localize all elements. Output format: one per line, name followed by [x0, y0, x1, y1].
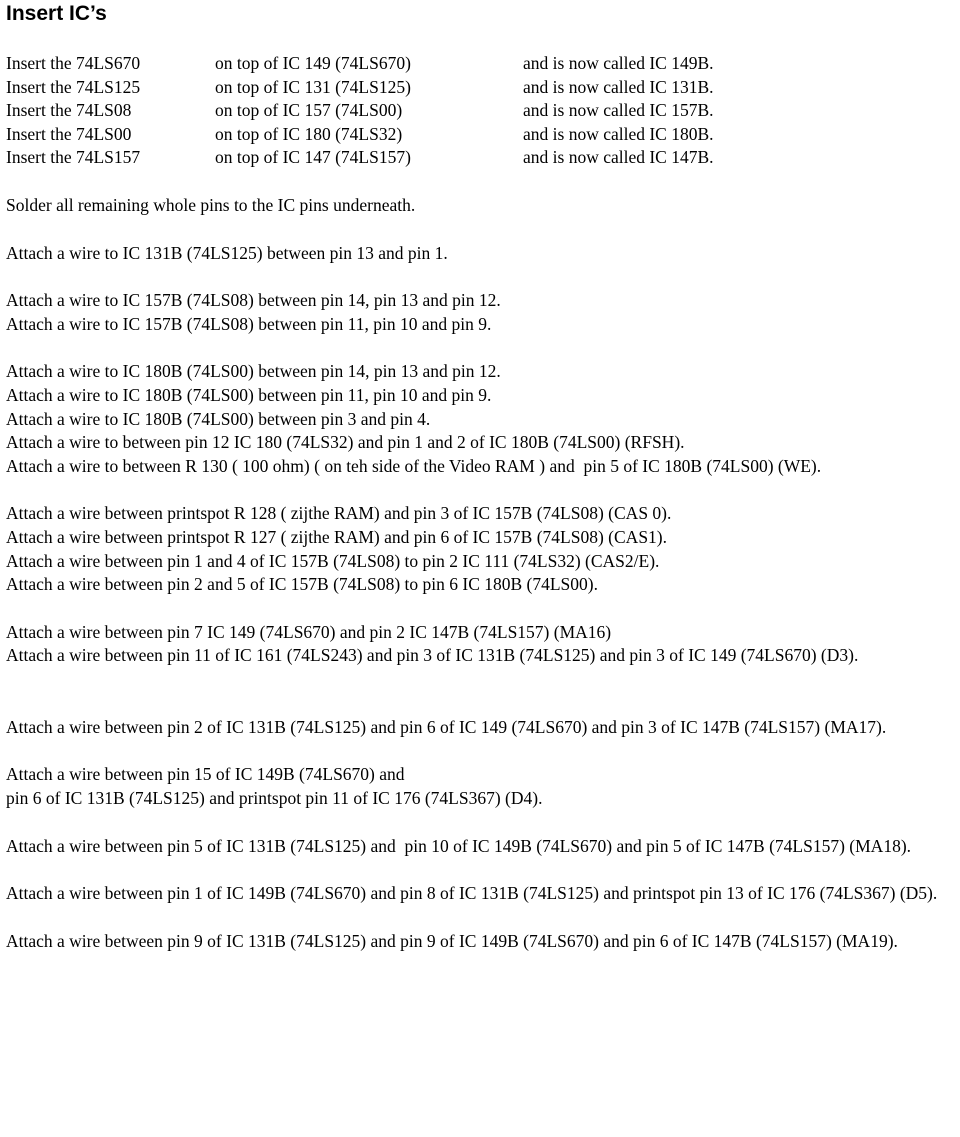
insert-location: on top of IC 180 (74LS32) [215, 123, 403, 144]
wire-instruction: Attach a wire between printspot R 128 ( zijthe RAM) and pin 3 of IC 157B (74LS08) (CAS 0). [6, 503, 672, 524]
wire-instruction: Attach a wire to IC 131B (74LS125) between pin 13 and pin 1. [6, 242, 448, 263]
wire-instruction: Attach a wire between pin 15 of IC 149B (74LS670) and [6, 764, 405, 785]
insert-location: on top of IC 157 (74LS00) [215, 100, 403, 121]
insert-row [6, 99, 714, 123]
insert-row [6, 76, 714, 100]
wire-instruction: Attach a wire to IC 180B (74LS00) between pin 14, pin 13 and pin 12. [6, 361, 501, 382]
wire-instruction: Attach a wire between pin 9 of IC 131B (74LS125) and pin 9 of IC 149B (74LS670) and pin 6 of IC 147B (74LS157) (MA19). [6, 930, 898, 951]
wire-instruction: Attach a wire between pin 1 of IC 149B (74LS670) and pin 8 of IC 131B (74LS125) and printspot pin 13 of IC 176 (74LS367) (D5). [6, 883, 938, 904]
insert-result: and is now called IC 131B. [523, 76, 714, 97]
insert-row [6, 52, 714, 76]
insert-result: and is now called IC 157B. [523, 100, 714, 121]
wire-instruction: Attach a wire to between R 130 ( 100 ohm) ( on teh side of the Video RAM ) and pin 5 of IC 180B (74LS00) (WE). [6, 455, 822, 476]
insert-table [6, 52, 714, 170]
insert-result: and is now called IC 147B. [523, 147, 714, 168]
wire-instruction: Attach a wire to IC 157B (74LS08) between pin 14, pin 13 and pin 12. [6, 290, 501, 311]
wire-instruction: Attach a wire between pin 7 IC 149 (74LS670) and pin 2 IC 147B (74LS157) (MA16) [6, 621, 612, 642]
insert-result: and is now called IC 180B. [523, 123, 714, 144]
insert-chip: Insert the 74LS157 [6, 147, 141, 168]
insert-chip: Insert the 74LS125 [6, 76, 141, 97]
wire-instruction: Attach a wire to IC 180B (74LS00) between pin 11, pin 10 and pin 9. [6, 384, 492, 405]
insert-location: on top of IC 149 (74LS670) [215, 53, 411, 73]
insert-chip: Insert the 74LS670 [6, 53, 141, 73]
insert-location: on top of IC 147 (74LS157) [215, 147, 411, 168]
wire-instruction: Attach a wire between printspot R 127 ( zijthe RAM) and pin 6 of IC 157B (74LS08) (CAS1). [6, 526, 668, 547]
solder-instruction: Solder all remaining whole pins to the IC pins underneath. [6, 194, 416, 215]
wire-instruction: pin 6 of IC 131B (74LS125) and printspot pin 11 of IC 176 (74LS367) (D4). [6, 788, 543, 809]
insert-row [6, 123, 714, 147]
wire-instruction: Attach a wire to between pin 12 IC 180 (74LS32) and pin 1 and 2 of IC 180B (74LS00) (RFSH). [6, 432, 685, 453]
insert-chip: Insert the 74LS00 [6, 123, 132, 144]
insert-location: on top of IC 131 (74LS125) [215, 76, 411, 97]
wire-instruction: Attach a wire between pin 2 and 5 of IC 157B (74LS08) to pin 6 IC 180B (74LS00). [6, 574, 598, 595]
wire-instruction: Attach a wire between pin 11 of IC 161 (74LS243) and pin 3 of IC 131B (74LS125) and pin 3 of IC 149 (74LS670) (D3). [6, 645, 859, 666]
insert-row [6, 146, 714, 170]
document-page [6, 0, 958, 953]
wire-instruction: Attach a wire to IC 157B (74LS08) between pin 11, pin 10 and pin 9. [6, 313, 492, 334]
wire-instruction: Attach a wire between pin 5 of IC 131B (74LS125) and pin 10 of IC 149B (74LS670) and pin 5 of IC 147B (74LS157) (MA18). [6, 835, 912, 856]
wire-instruction: Attach a wire to IC 180B (74LS00) between pin 3 and pin 4. [6, 408, 431, 429]
wire-instruction: Attach a wire between pin 2 of IC 131B (74LS125) and pin 6 of IC 149 (74LS670) and pin 3 of IC 147B (74LS157) (MA17). [6, 716, 887, 737]
insert-result: and is now called IC 149B. [523, 53, 714, 73]
page-title: Insert IC’s [6, 2, 107, 25]
wire-instruction: Attach a wire between pin 1 and 4 of IC 157B (74LS08) to pin 2 IC 111 (74LS32) (CAS2/E). [6, 550, 660, 571]
insert-chip: Insert the 74LS08 [6, 100, 132, 121]
